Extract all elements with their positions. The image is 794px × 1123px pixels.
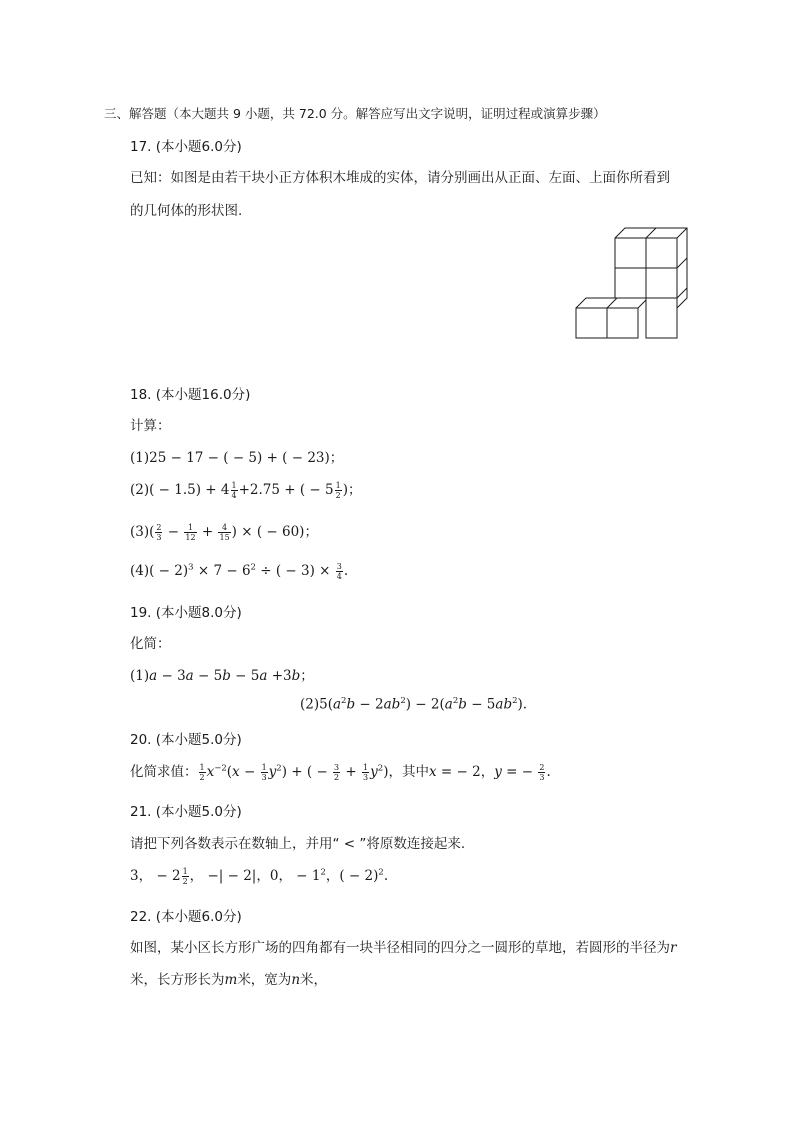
q22-text2-b: 米，宽为	[237, 972, 292, 988]
q18-part3: (3)( $\frac{2}{3}$ − $\frac{1}{12}$ + $\frac{4}{15}$ ) × ( − 60)；	[130, 523, 318, 542]
q21-numbers: 3， − 2 $\frac{1}{2}$ ， −| − 2|，0， − $1^2$，( − 2)$^2$.	[130, 867, 389, 886]
cube-stack-figure	[575, 226, 691, 342]
q22-label: 22. (本小题6.0分)	[130, 909, 242, 925]
q17-text-line2: 的几何体的形状图.	[130, 203, 243, 219]
q18-part2: (2)( − 1.5) + 4 $\frac{1}{4}$ +2.75 + ( − 5 $\frac{1}{2}$ )；	[130, 481, 362, 500]
q19-part2: $(2)5(a^2b - 2ab^2) - 2(a^2b - 5ab^2)$.	[300, 696, 528, 713]
q20-expression: 化简求值： $\frac{1}{2}$ $x^{-2}(x$ − $\frac{1}{3}$ $y^2$) + ( − $\frac{3}{2}$ + $\frac{1}{3}$ $y^2$)，其中x = − 2，y = − $\frac{2}{3}$ .	[130, 763, 551, 782]
q20-label: 20. (本小题5.0分)	[130, 732, 242, 748]
q22-text-line2: 米，长方形长为m米，宽为n米，	[130, 972, 328, 988]
q18-part4: $(4)( - 2)^3 \times 7 - 6^2$ ÷ ( − 3) × $\frac{3}{4}$ .	[130, 562, 349, 581]
q21-text: 请把下列各数表示在数轴上，并用“ < ”将原数连接起来.	[130, 836, 466, 852]
q21-label: 21. (本小题5.0分)	[130, 804, 242, 820]
q22-text-line1: 如图，某小区长方形广场的四角都有一块半径相同的四分之一圆形的草地，若圆形的半径为r	[130, 940, 677, 956]
q18-label: 18. (本小题16.0分)	[130, 387, 251, 403]
q19-intro: 化简：	[130, 636, 171, 652]
q22-text2-a: 米，长方形长为	[130, 972, 225, 988]
q20-intro: 化简求值：	[130, 764, 198, 780]
q18-part1: (1)25 − 17 − ( − 5) + ( − 23)；	[130, 450, 344, 466]
q17-label: 17. (本小题6.0分)	[130, 139, 242, 155]
q22-text1: 如图，某小区长方形广场的四角都有一块半径相同的四分之一圆形的草地，若圆形的半径为	[130, 940, 670, 956]
q18-intro: 计算：	[130, 418, 171, 434]
q19-label: 19. (本小题8.0分)	[130, 605, 242, 621]
section-header: 三、解答题（本大题共 9 小题，共 72.0 分。解答应写出文字说明，证明过程或演算步骤）	[104, 106, 606, 121]
q17-text-line1: 已知：如图是由若干块小正方体积木堆成的实体，请分别画出从正面、左面、上面你所看到	[130, 170, 670, 186]
q22-text2-c: 米，	[300, 972, 328, 988]
q19-part1: (1)a − 3a − 5b − 5a +3b；	[130, 668, 314, 684]
